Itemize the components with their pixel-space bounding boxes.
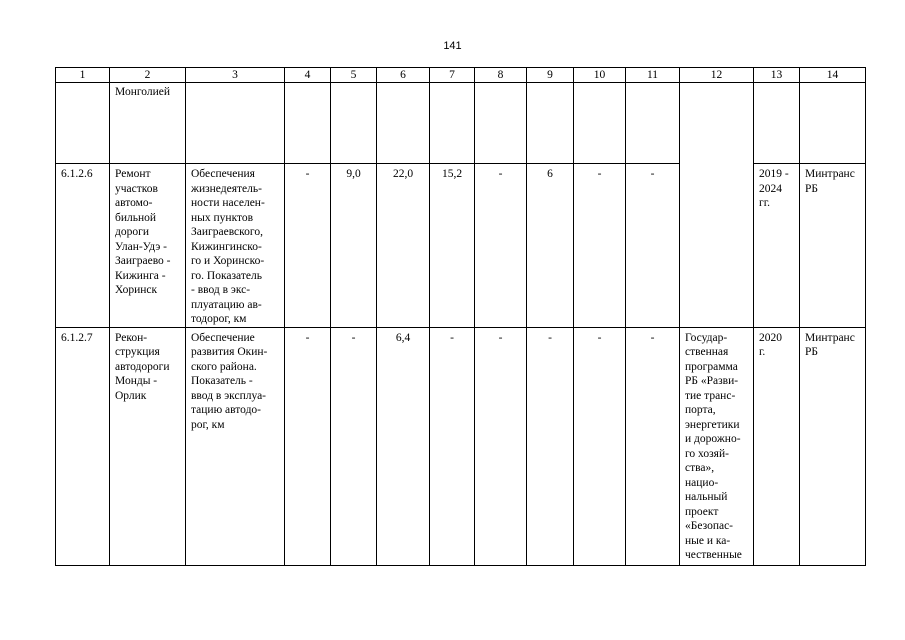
table-cell: [430, 83, 475, 164]
table-cell: -: [285, 164, 331, 328]
column-header: 5: [331, 68, 377, 83]
table-cell: [331, 83, 377, 164]
table-cell: Государ- ственная программа РБ «Разви- тие транс- порта, энергетики и дорожно- го хозяй- ства», нацио- нальный проект «Безопас- ные и ка- чественные: [680, 327, 754, 565]
column-header: 7: [430, 68, 475, 83]
column-header: 12: [680, 68, 754, 83]
column-header: 11: [626, 68, 680, 83]
table-cell: -: [527, 327, 574, 565]
column-header: 2: [110, 68, 186, 83]
column-header: 8: [475, 68, 527, 83]
table-cell: 6: [527, 164, 574, 328]
column-header: 4: [285, 68, 331, 83]
table-cell: Минтранс РБ: [800, 327, 866, 565]
table-cell: [527, 83, 574, 164]
table-row-continuation: [56, 83, 866, 164]
column-header: 9: [527, 68, 574, 83]
table-cell: 2019 - 2024 гг.: [754, 164, 800, 328]
table-cell: -: [430, 327, 475, 565]
table-cell: Обеспечения жизнедеятель- ности населен- ных пунктов Заиграевского, Кижингинско- го и Хоринско- го. Показатель - ввод в экс- плуатацию ав- тодорог, км: [186, 164, 285, 328]
table-cell: -: [574, 164, 626, 328]
table-cell: [680, 83, 754, 328]
table-cell: -: [626, 164, 680, 328]
table-cell: [574, 83, 626, 164]
table-row-6127: [56, 327, 866, 565]
table-cell: -: [475, 164, 527, 328]
table-cell: -: [626, 327, 680, 565]
table-cell: [754, 83, 800, 164]
table-cell: [186, 83, 285, 164]
column-header: 6: [377, 68, 430, 83]
page-number: 141: [443, 40, 462, 52]
column-header: 3: [186, 68, 285, 83]
table-header-row: [56, 68, 866, 83]
table-cell: 9,0: [331, 164, 377, 328]
document-table: [55, 67, 866, 566]
table-cell: Минтранс РБ: [800, 164, 866, 328]
table-cell: [800, 83, 866, 164]
table-cell: Ремонт участков автомо- бильной дороги Улан-Удэ - Заиграево - Кижинга - Хоринск: [110, 164, 186, 328]
table-cell: [377, 83, 430, 164]
column-header: 10: [574, 68, 626, 83]
table-cell: [56, 83, 110, 164]
table-cell: [475, 83, 527, 164]
column-header: 13: [754, 68, 800, 83]
table-cell: [626, 83, 680, 164]
table-cell: Рекон- струкция автодороги Монды - Орлик: [110, 327, 186, 565]
column-header: 14: [800, 68, 866, 83]
table-cell: 2020 г.: [754, 327, 800, 565]
table-cell: 22,0: [377, 164, 430, 328]
table-cell: -: [285, 327, 331, 565]
table-cell: 6.1.2.7: [56, 327, 110, 565]
table-cell: Монголией: [110, 83, 186, 164]
table-cell: -: [475, 327, 527, 565]
table-cell: [285, 83, 331, 164]
column-header: 1: [56, 68, 110, 83]
table-cell: -: [331, 327, 377, 565]
table-cell: -: [574, 327, 626, 565]
table-cell: 6,4: [377, 327, 430, 565]
table-cell: 15,2: [430, 164, 475, 328]
table-cell: 6.1.2.6: [56, 164, 110, 328]
table-cell: Обеспечение развития Окин- ского района. Показатель - ввод в эксплуа- тацию автодо- рог, км: [186, 327, 285, 565]
